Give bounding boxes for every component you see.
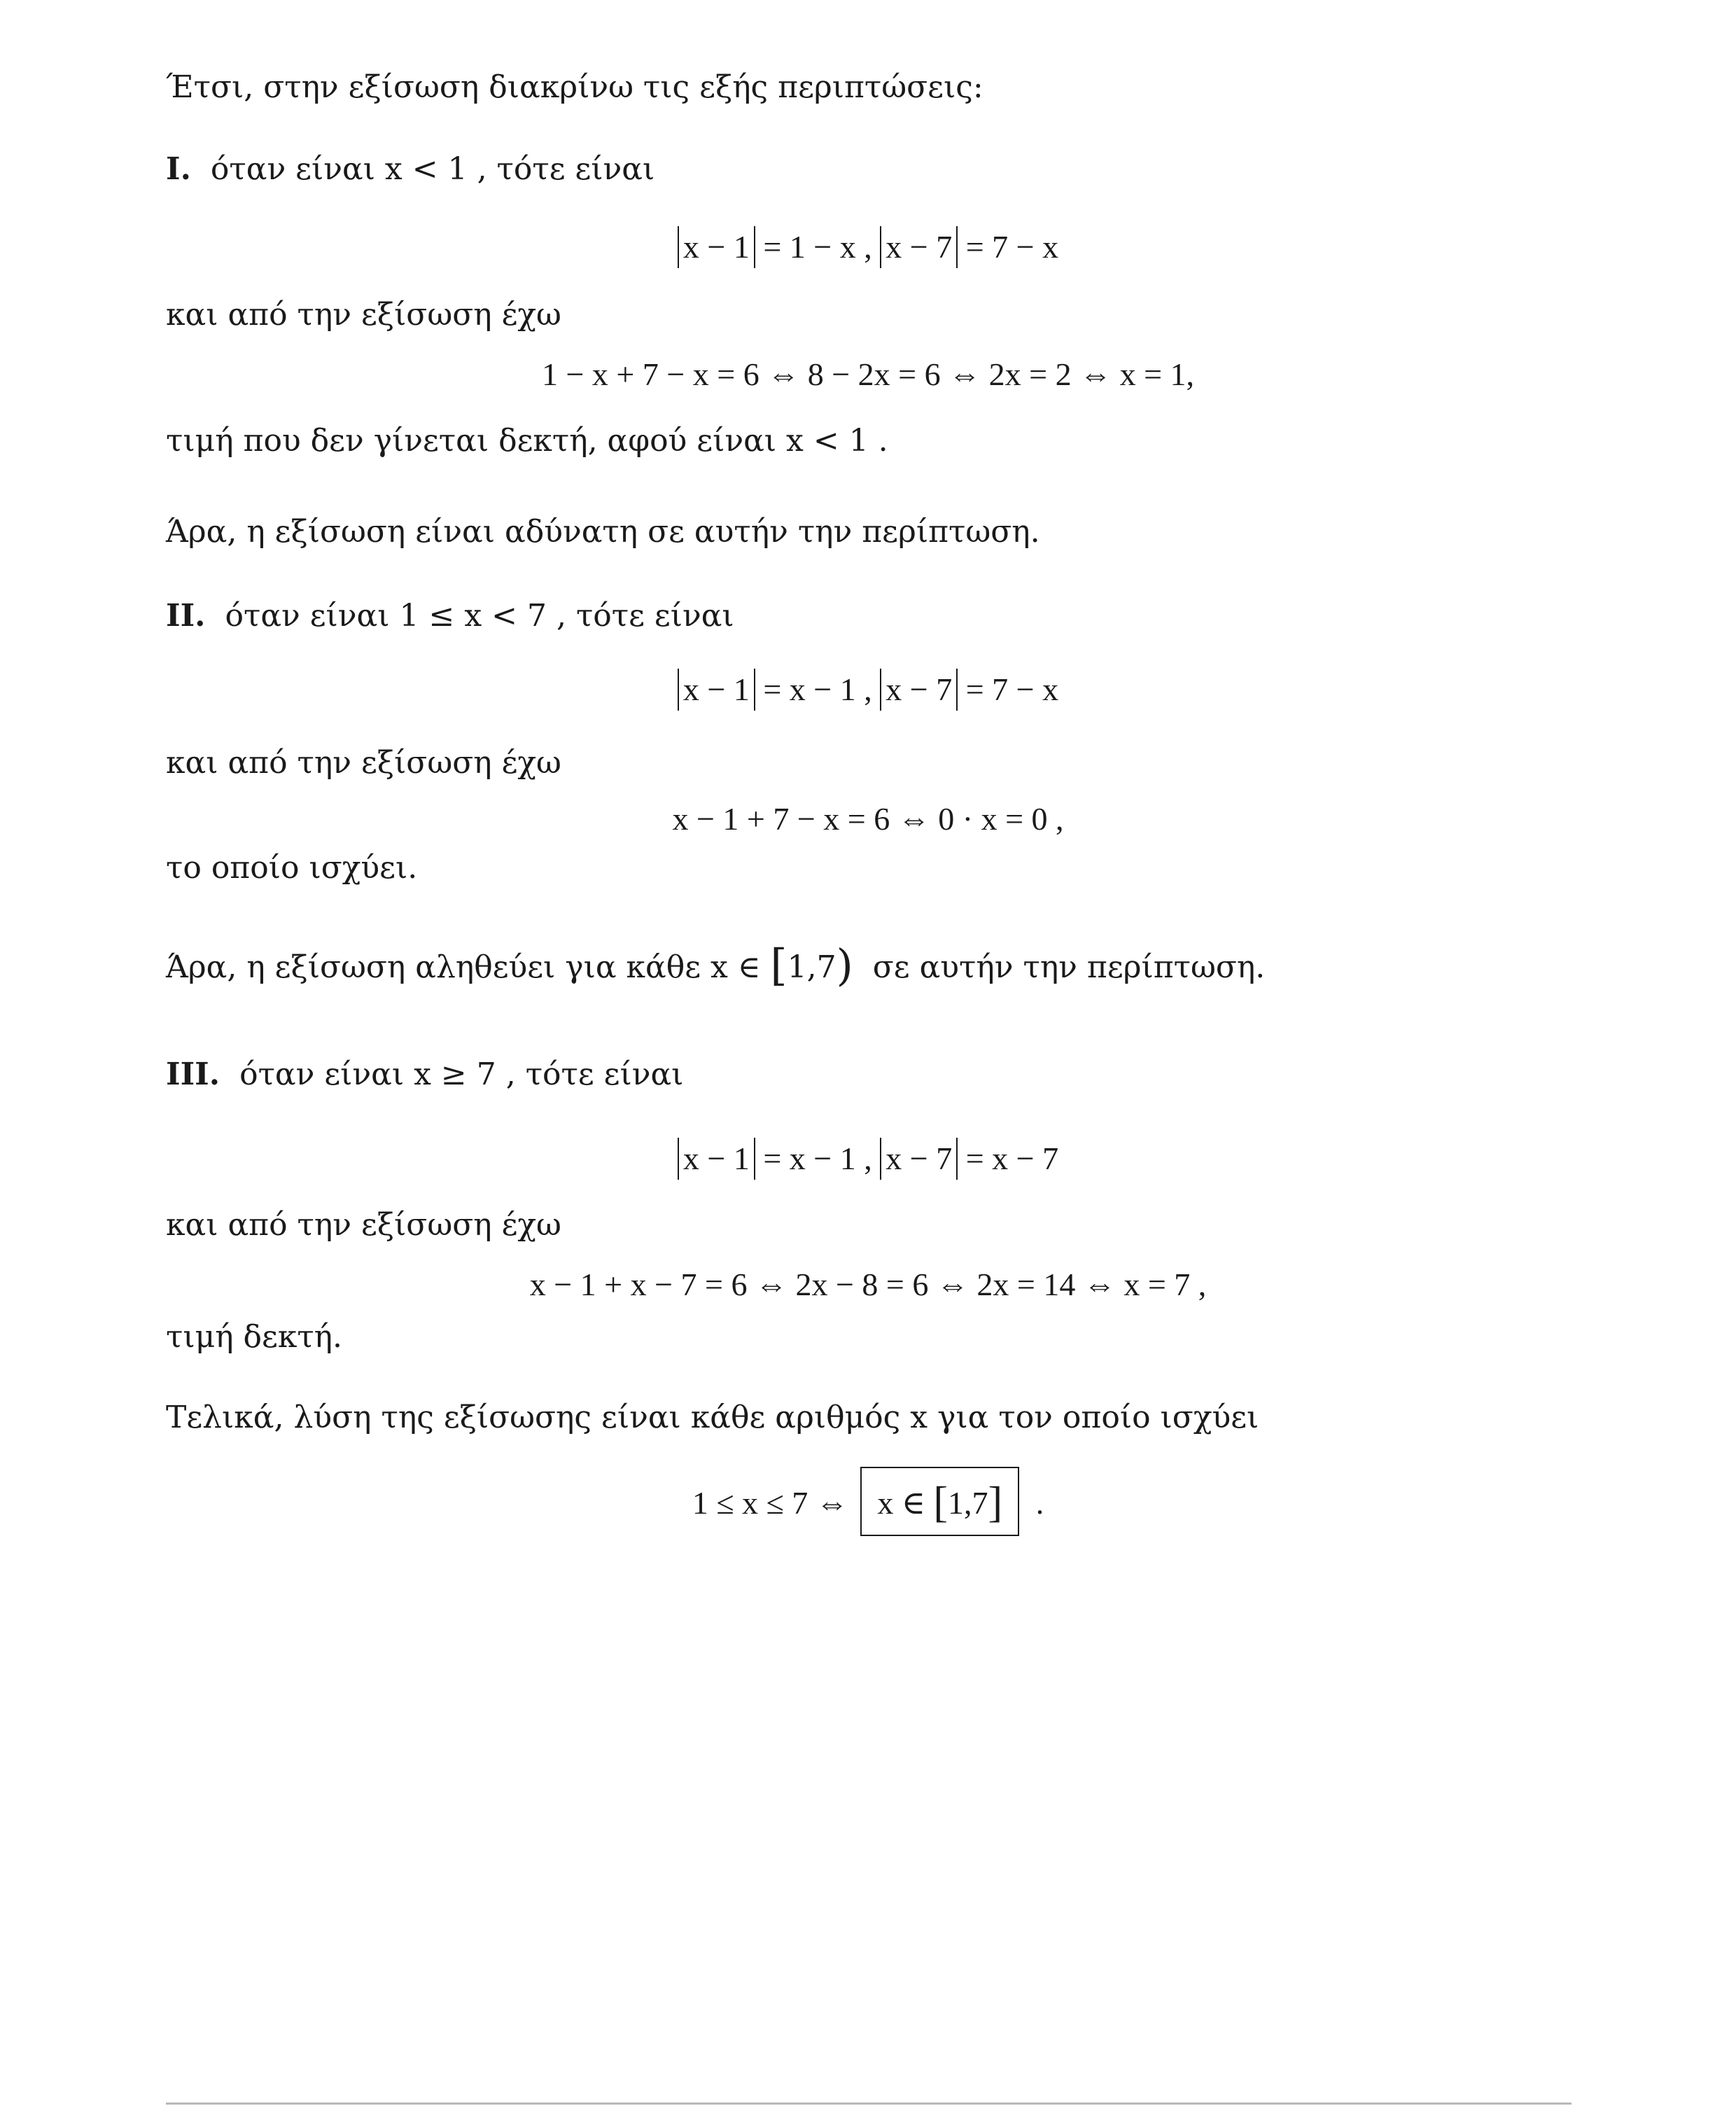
case2-label: II. <box>166 598 206 634</box>
box-left-bracket-glyph: [ <box>933 1479 948 1526</box>
case2-from-equation: και από την εξίσωση έχω <box>166 745 561 781</box>
case2-abs-b-eq: = 7 − x <box>965 671 1059 707</box>
final-result <box>0 1467 1736 1538</box>
case2-interval: 1,7 <box>787 949 836 985</box>
case2-abs-b: x − 7 <box>880 669 958 711</box>
left-bracket-glyph: [ <box>770 940 788 991</box>
case3-abs-values <box>0 1134 1736 1183</box>
case1-equation: 1 − x + 7 − x = 6 ⇔ 8 − 2x = 6 ⇔ 2x = 2 ⇔ x = 1, <box>541 356 1195 392</box>
case3-from-equation: και από την εξίσωση έχω <box>166 1207 561 1243</box>
case1-label: I. <box>166 151 191 187</box>
case1-abs-a: x − 1 <box>678 226 755 268</box>
intro-text: Έτσι, στην εξίσωση διακρίνω τις εξής περιπτώσεις: <box>166 69 983 105</box>
final-boxed-pre: x ∈ <box>877 1485 925 1521</box>
footer-divider <box>166 2102 1572 2105</box>
case1-conclusion: Άρα, η εξίσωση είναι αδύνατη σε αυτήν την περίπτωση. <box>166 514 1040 550</box>
case2-abs-a-eq: = x − 1 , <box>763 671 872 707</box>
case2-conclusion-post: σε αυτήν την περίπτωση. <box>872 949 1266 985</box>
final-chain: 1 ≤ x ≤ 7 ⇔ <box>692 1485 848 1521</box>
case2-conclusion <box>166 942 1265 989</box>
case3-equation: x − 1 + x − 7 = 6 ⇔ 2x − 8 = 6 ⇔ 2x = 14 ⇔ x = 7 , <box>529 1267 1207 1302</box>
case3-abs-b: x − 7 <box>880 1138 958 1180</box>
case2-note: το οποίο ισχύει. <box>166 850 418 886</box>
right-paren-glyph: ) <box>836 940 853 991</box>
case1-abs-b-eq: = 7 − x <box>965 229 1059 265</box>
case3-abs-b-eq: = x − 7 <box>965 1141 1059 1176</box>
case1-from-equation: και από την εξίσωση έχω <box>166 297 561 333</box>
case1-abs-b: x − 7 <box>880 226 958 268</box>
box-right-bracket-glyph: ] <box>988 1479 1003 1526</box>
case2-equation: x − 1 + 7 − x = 6 ⇔ 0 · x = 0 , <box>672 801 1064 837</box>
case1-heading <box>166 148 654 190</box>
case3-abs-a-eq: = x − 1 , <box>763 1141 872 1176</box>
final-period: . <box>1035 1485 1044 1521</box>
case1-abs-values <box>0 223 1736 272</box>
final-statement: Τελικά, λύση της εξίσωσης είναι κάθε αριθμός x για τον οποίο ισχύει <box>166 1400 1259 1435</box>
case1-condition: όταν είναι x < 1 , τότε είναι <box>210 151 655 187</box>
case2-abs-values <box>0 665 1736 714</box>
case2-conclusion-pre: Άρα, η εξίσωση αληθεύει για κάθε x ∈ <box>166 949 761 985</box>
final-answer-box <box>860 1467 1019 1536</box>
case3-label: III. <box>166 1056 220 1092</box>
case3-note: τιμή δεκτή. <box>166 1319 343 1355</box>
case3-abs-a: x − 1 <box>678 1138 755 1180</box>
case2-condition: όταν είναι 1 ≤ x < 7 , τότε είναι <box>225 598 734 634</box>
case2-abs-a: x − 1 <box>678 669 755 711</box>
case1-note: τιμή που δεν γίνεται δεκτή, αφού είναι x < 1 . <box>166 423 888 459</box>
case2-heading <box>166 595 734 637</box>
case3-condition: όταν είναι x ≥ 7 , τότε είναι <box>239 1056 684 1092</box>
case1-abs-a-eq: = 1 − x , <box>763 229 872 265</box>
final-boxed-interval: 1,7 <box>948 1485 988 1521</box>
case3-heading <box>166 1054 683 1096</box>
